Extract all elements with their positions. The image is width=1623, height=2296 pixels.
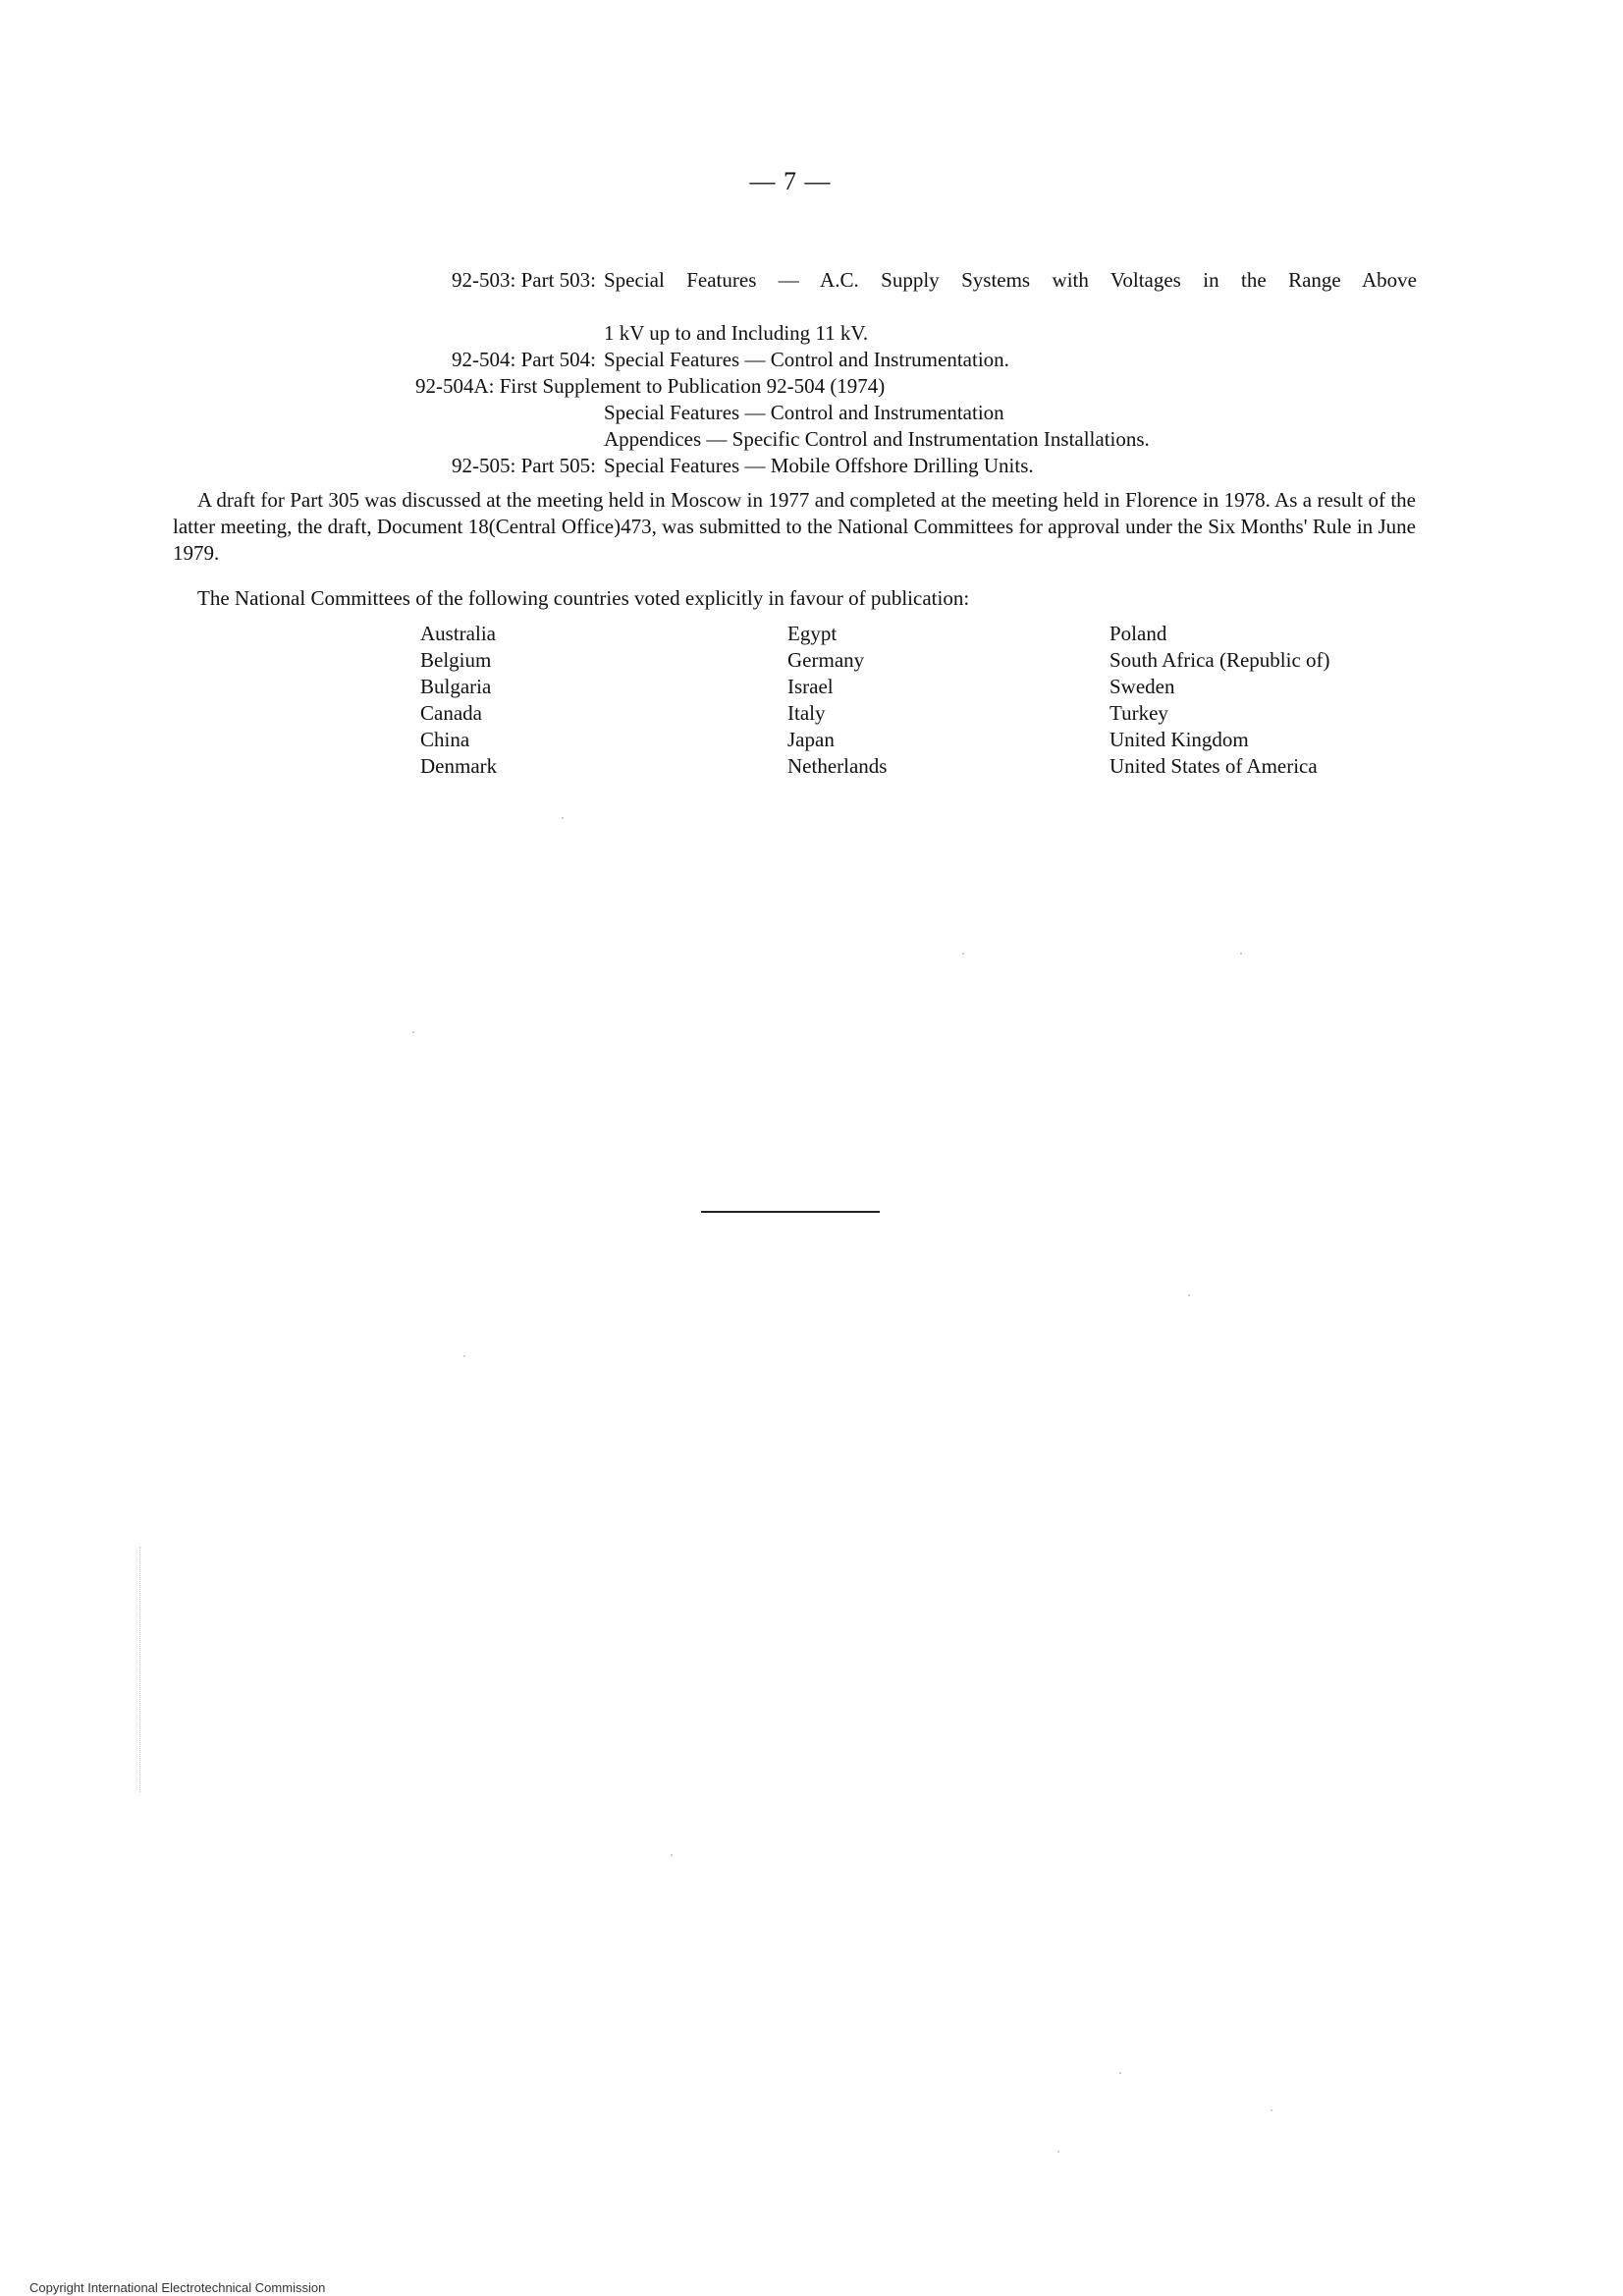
copyright-notice: Copyright International Electrotechnical Commission — [29, 2280, 326, 2295]
publication-title-continued: 1 kV up to and Including 11 kV. — [604, 321, 869, 345]
voting-paragraph: The National Committees of the following countries voted explicitly in favour of publication: — [197, 586, 970, 610]
publication-code: 92-504A: First Supplement to Publication 92-504 (1974) — [415, 374, 886, 398]
country-name: Egypt — [787, 622, 838, 645]
country-name: Sweden — [1109, 675, 1175, 698]
publication-code: 92-504: Part 504: — [452, 348, 596, 371]
country-name: Denmark — [420, 754, 498, 778]
scan-margin-mark — [139, 1547, 140, 1792]
country-name: Netherlands — [787, 754, 888, 778]
country-row — [420, 621, 1500, 647]
country-name: Israel — [787, 675, 834, 698]
country-name: Turkey — [1109, 701, 1168, 725]
scan-speck — [463, 1355, 465, 1357]
scan-speck — [671, 1854, 673, 1856]
country-name: China — [420, 728, 470, 751]
publication-list — [415, 267, 1417, 479]
scan-speck — [1057, 2151, 1059, 2153]
country-name: Germany — [787, 648, 865, 672]
publication-title: Special Features — Mobile Offshore Drilling Units. — [604, 454, 1034, 477]
country-name: United Kingdom — [1109, 728, 1249, 751]
scan-speck — [412, 1031, 414, 1033]
country-list — [420, 621, 1500, 780]
country-row — [420, 674, 1500, 700]
country-name: Belgium — [420, 648, 492, 672]
scan-speck — [1271, 2109, 1272, 2111]
country-name: Italy — [787, 701, 826, 725]
scan-speck — [1188, 1294, 1190, 1296]
country-name: Poland — [1109, 622, 1167, 645]
country-row — [420, 700, 1500, 727]
country-name: Japan — [787, 728, 835, 751]
country-row — [420, 753, 1500, 780]
publication-entry-503 — [415, 267, 1417, 320]
publication-entry-505 — [415, 453, 1417, 479]
scan-speck — [1119, 2072, 1121, 2074]
publication-code: 92-505: Part 505: — [452, 454, 596, 477]
publication-title-continued: Appendices — Specific Control and Instrumentation Installations. — [604, 427, 1150, 451]
country-row — [420, 727, 1500, 753]
country-name: Bulgaria — [420, 675, 492, 698]
draft-paragraph: A draft for Part 305 was discussed at the meeting held in Moscow in 1977 and completed at the meeting held in Florence in 1978. As a result of the latter meeting, the draft, Document 18(Central Office)473, was submitted to the National Committees for approval under the Six Months' Rule in June 1979. — [173, 488, 1416, 565]
scan-speck — [962, 953, 964, 955]
country-name: Australia — [420, 622, 496, 645]
publication-title: Special Features — Control and Instrumentation. — [604, 348, 1009, 371]
end-of-section-rule — [701, 1211, 880, 1213]
publication-code: 92-503: Part 503: — [452, 268, 596, 292]
page-number: — 7 — — [749, 167, 832, 195]
publication-entry-504a — [415, 373, 1417, 400]
publication-entry-504 — [415, 347, 1417, 373]
country-row — [420, 647, 1500, 674]
scan-speck — [562, 817, 564, 819]
country-name: Canada — [420, 701, 482, 725]
country-name: United States of America — [1109, 754, 1318, 778]
publication-title: Special Features — Control and Instrumentation — [604, 401, 1004, 424]
country-name: South Africa (Republic of) — [1109, 648, 1330, 672]
scan-speck — [1240, 953, 1242, 955]
publication-title: Special Features — A.C. Supply Systems with Voltages in the Range Above — [604, 268, 1417, 292]
